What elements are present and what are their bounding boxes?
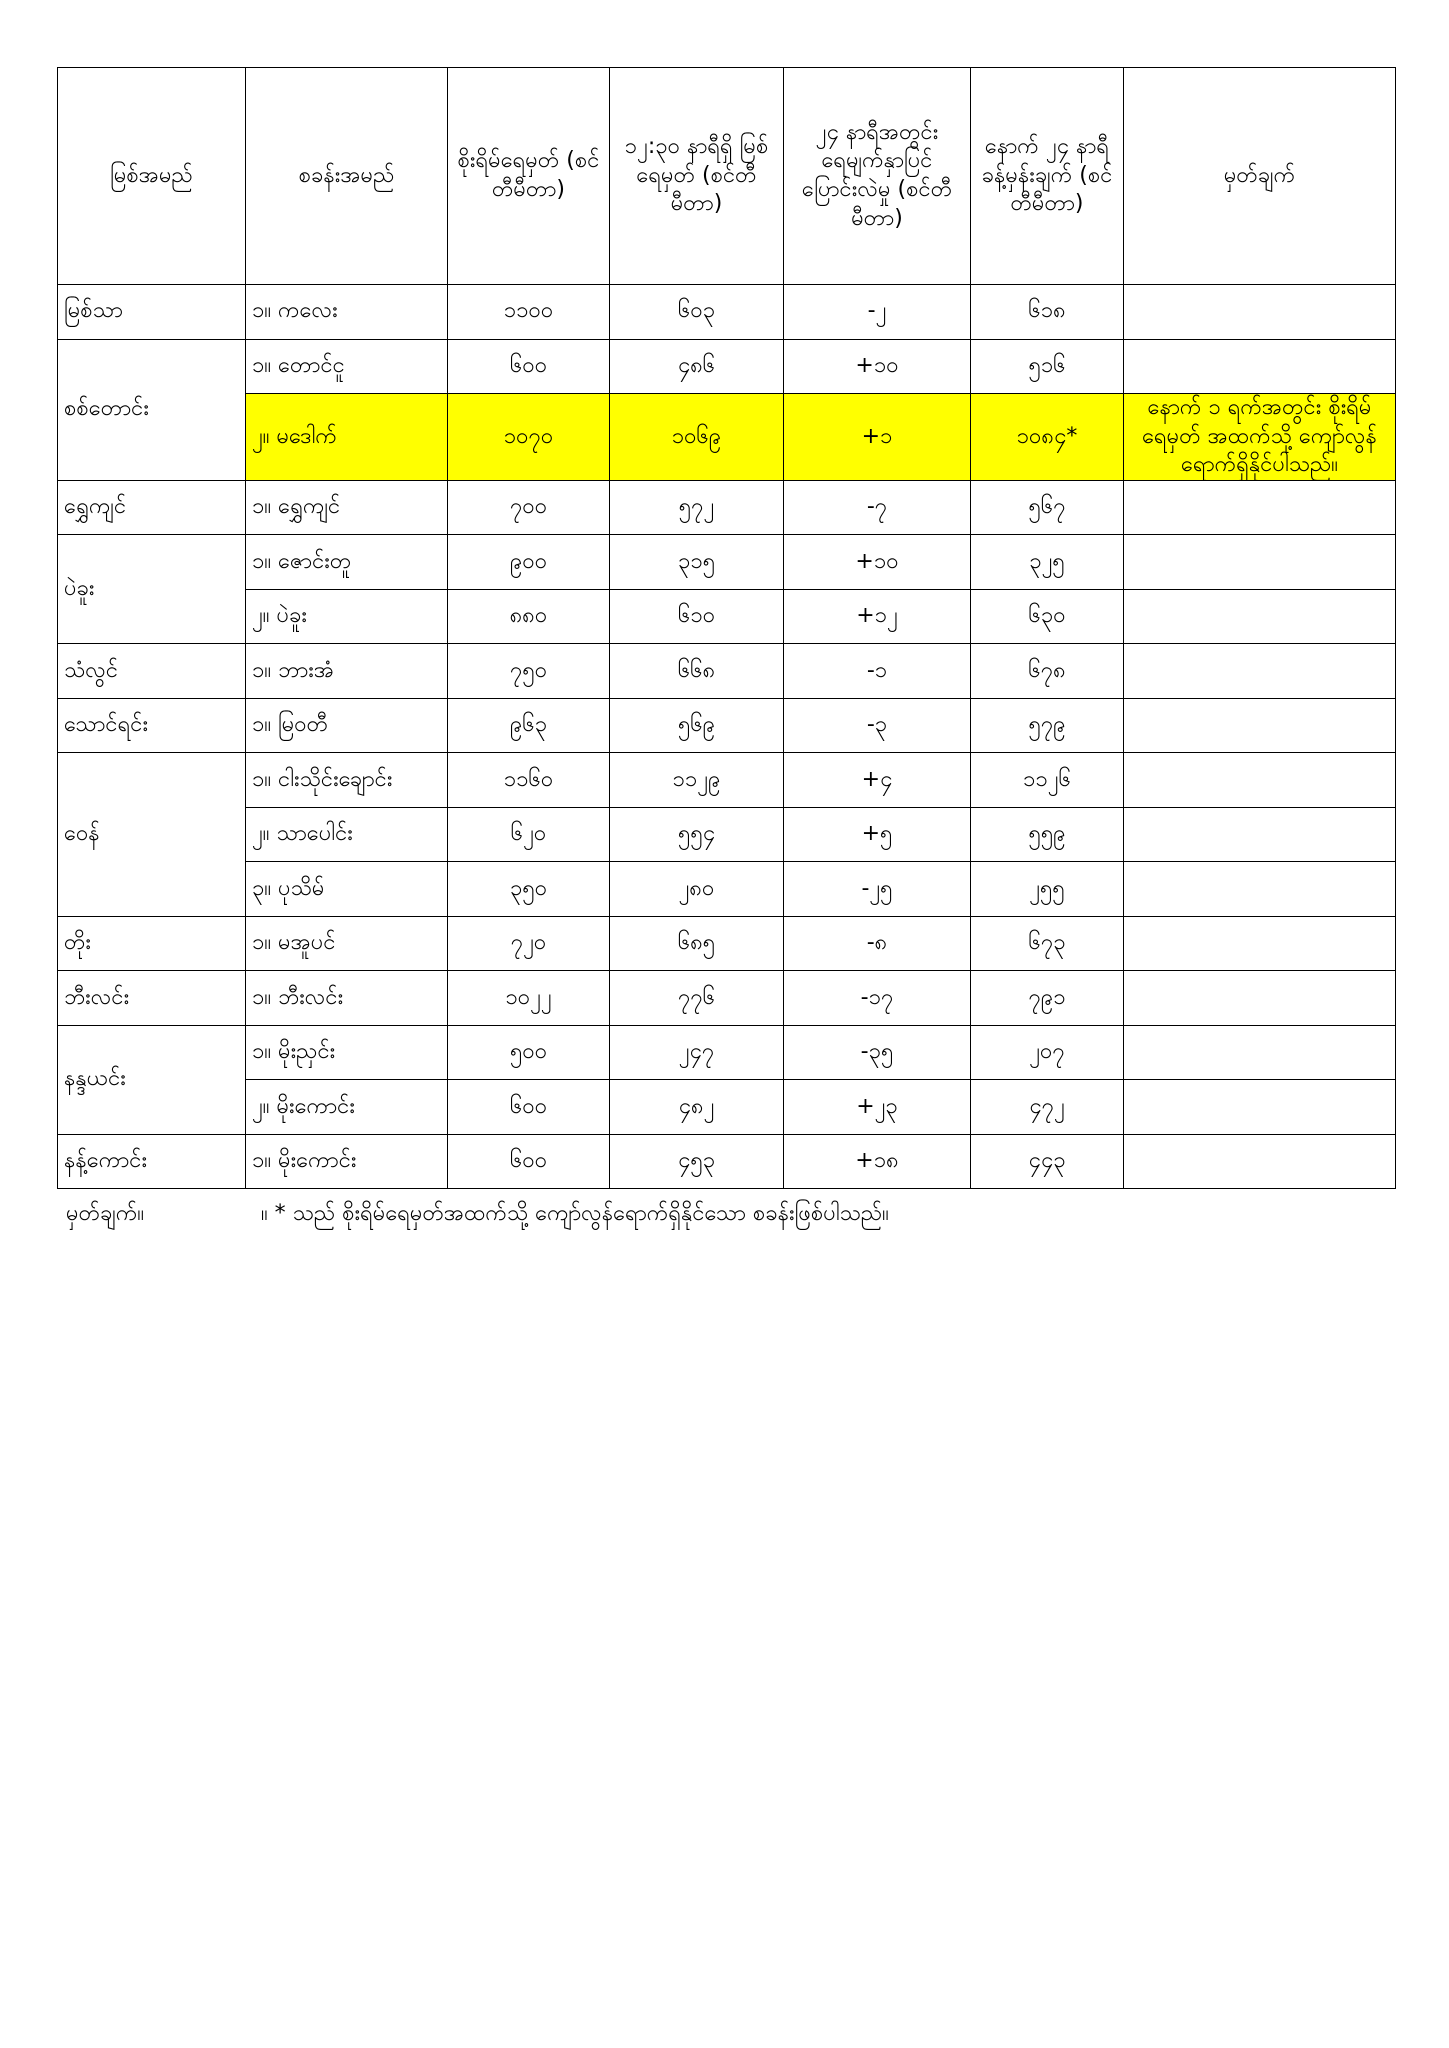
station-name: ၂။ မိုးကောင်း xyxy=(246,1080,448,1135)
danger-level: ၈၈၀ xyxy=(448,589,610,644)
river-name: သောင်ရင်း xyxy=(58,698,246,753)
level-change: -၂၅ xyxy=(784,862,971,917)
level-change: +၄ xyxy=(784,753,971,808)
table-row xyxy=(58,698,1396,753)
table-row xyxy=(58,862,1396,917)
table-row xyxy=(58,589,1396,644)
current-level: ၆၈၅ xyxy=(610,916,784,971)
remark-cell xyxy=(1124,644,1396,699)
danger-level: ၅၀၀ xyxy=(448,1025,610,1080)
river-name: စစ်တောင်း xyxy=(58,339,246,480)
level-change: +၁၀ xyxy=(784,339,971,394)
table-row xyxy=(58,753,1396,808)
danger-level: ၆၀၀ xyxy=(448,339,610,394)
current-level: ၆၁၀ xyxy=(610,589,784,644)
current-level: ၄၅၃ xyxy=(610,1134,784,1189)
station-name: ၁။ မြဝတီ xyxy=(246,698,448,753)
forecast-level: ၃၂၅ xyxy=(971,535,1124,590)
danger-level: ၁၁၆၀ xyxy=(448,753,610,808)
table-row xyxy=(58,1134,1396,1189)
current-level: ၄၈၂ xyxy=(610,1080,784,1135)
danger-level: ၇၅၀ xyxy=(448,644,610,699)
current-level: ၅၆၉ xyxy=(610,698,784,753)
danger-level: ၁၀၇၀ xyxy=(448,394,610,481)
header-24h-change: ၂၄ နာရီအတွင်း ရေမျက်နှာပြင် ပြောင်းလဲမှု (စင်တီမီတာ) xyxy=(784,68,971,285)
table-row xyxy=(58,285,1396,340)
station-name: ၁။ ရွှေကျင် xyxy=(246,480,448,535)
remark-cell xyxy=(1124,807,1396,862)
level-change: -၁ xyxy=(784,644,971,699)
header-current-level: ၁၂:၃၀ နာရီရှိ မြစ်ရေမှတ် (စင်တီမီတာ) xyxy=(610,68,784,285)
remark-cell xyxy=(1124,1025,1396,1080)
remark-cell: နောက် ၁ ရက်အတွင်း စိုးရိမ်ရေမှတ် အထက်သို့ ကျော်လွန်ရောက်ရှိနိုင်ပါသည်။ xyxy=(1124,394,1396,481)
station-name: ၂။ သာပေါင်း xyxy=(246,807,448,862)
station-name: ၃။ ပုသိမ် xyxy=(246,862,448,917)
footnote-label: မှတ်ချက်။ xyxy=(66,1201,145,1226)
forecast-level: ၆၇၈ xyxy=(971,644,1124,699)
level-change: -၇ xyxy=(784,480,971,535)
level-change: -၈ xyxy=(784,916,971,971)
danger-level: ၇၂၀ xyxy=(448,916,610,971)
danger-level: ၁၁၀၀ xyxy=(448,285,610,340)
forecast-level: ၆၁၈ xyxy=(971,285,1124,340)
river-name: နန္ဒယင်း xyxy=(58,1025,246,1134)
level-change: +၅ xyxy=(784,807,971,862)
current-level: ၇၇၆ xyxy=(610,971,784,1026)
table-row xyxy=(58,535,1396,590)
table-row-highlighted xyxy=(58,394,1396,481)
river-name: တိုး xyxy=(58,916,246,971)
header-station: စခန်းအမည် xyxy=(246,68,448,285)
level-change: -၃၅ xyxy=(784,1025,971,1080)
level-change: -၃ xyxy=(784,698,971,753)
table-row xyxy=(58,644,1396,699)
station-name: ၁။ ဇောင်းတူ xyxy=(246,535,448,590)
remark-cell xyxy=(1124,480,1396,535)
table-row xyxy=(58,1025,1396,1080)
station-name: ၁။ ဘားအံ xyxy=(246,644,448,699)
danger-level: ၁၀၂၂ xyxy=(448,971,610,1026)
station-name: ၁။ မိုးညှင်း xyxy=(246,1025,448,1080)
level-change: -၂ xyxy=(784,285,971,340)
river-name: ပဲခူး xyxy=(58,535,246,644)
table-row xyxy=(58,807,1396,862)
forecast-level: ၂၀၇ xyxy=(971,1025,1124,1080)
current-level: ၅၅၄ xyxy=(610,807,784,862)
current-level: ၁၁၂၉ xyxy=(610,753,784,808)
forecast-level: ၅၁၆ xyxy=(971,339,1124,394)
header-danger-level: စိုးရိမ်ရေမှတ် (စင်တီမီတာ) xyxy=(448,68,610,285)
remark-cell xyxy=(1124,589,1396,644)
remark-cell xyxy=(1124,339,1396,394)
station-name: ၁။ တောင်ငူ xyxy=(246,339,448,394)
remark-cell xyxy=(1124,916,1396,971)
river-name: သံလွင် xyxy=(58,644,246,699)
footnote-text: ။ * သည် စိုးရိမ်ရေမှတ်အထက်သို့ ကျော်လွန်ရောက်ရှိနိုင်သော စခန်းဖြစ်ပါသည်။ xyxy=(261,1201,889,1226)
river-name: ရွှေကျင် xyxy=(58,480,246,535)
forecast-level: ၆၇၃ xyxy=(971,916,1124,971)
forecast-level: ၆၃၀ xyxy=(971,589,1124,644)
station-name: ၁။ မိုးကောင်း xyxy=(246,1134,448,1189)
current-level: ၄၈၆ xyxy=(610,339,784,394)
station-name: ၁။ ဘီးလင်း xyxy=(246,971,448,1026)
forecast-level: ၄၄၃ xyxy=(971,1134,1124,1189)
danger-level: ၃၅၀ xyxy=(448,862,610,917)
level-change: +၁၀ xyxy=(784,535,971,590)
level-change: +၂၃ xyxy=(784,1080,971,1135)
station-name: ၁။ ငါးသိုင်းချောင်း xyxy=(246,753,448,808)
remark-cell xyxy=(1124,971,1396,1026)
remark-cell xyxy=(1124,753,1396,808)
danger-level: ၉၆၃ xyxy=(448,698,610,753)
remark-cell xyxy=(1124,698,1396,753)
forecast-level: ၂၅၅ xyxy=(971,862,1124,917)
table-row xyxy=(58,1080,1396,1135)
table-row xyxy=(58,916,1396,971)
station-name: ၂။ မဒေါက် xyxy=(246,394,448,481)
level-change: +၁ xyxy=(784,394,971,481)
current-level: ၂၄၇ xyxy=(610,1025,784,1080)
forecast-level: ၅၇၉ xyxy=(971,698,1124,753)
level-change: +၁၂ xyxy=(784,589,971,644)
station-name: ၁။ မအူပင် xyxy=(246,916,448,971)
table-row xyxy=(58,339,1396,394)
current-level: ၁၀၆၉ xyxy=(610,394,784,481)
forecast-level: ၅၆၇ xyxy=(971,480,1124,535)
table-row xyxy=(58,971,1396,1026)
forecast-level: ၁၀၈၄* xyxy=(971,394,1124,481)
remark-cell xyxy=(1124,1134,1396,1189)
header-remark: မှတ်ချက် xyxy=(1124,68,1396,285)
level-change: +၁၈ xyxy=(784,1134,971,1189)
danger-level: ၆၂၀ xyxy=(448,807,610,862)
station-name: ၂။ ပဲခူး xyxy=(246,589,448,644)
header-river: မြစ်အမည် xyxy=(58,68,246,285)
current-level: ၅၇၂ xyxy=(610,480,784,535)
forecast-level: ၄၇၂ xyxy=(971,1080,1124,1135)
forecast-level: ၅၅၉ xyxy=(971,807,1124,862)
danger-level: ၉၀၀ xyxy=(448,535,610,590)
current-level: ၃၁၅ xyxy=(610,535,784,590)
danger-level: ၆၀၀ xyxy=(448,1134,610,1189)
header-forecast: နောက် ၂၄ နာရီ ခန့်မှန်းချက် (စင်တီမီတာ) xyxy=(971,68,1124,285)
danger-level: ၆၀၀ xyxy=(448,1080,610,1135)
current-level: ၆၀၃ xyxy=(610,285,784,340)
river-name: ဝေန် xyxy=(58,753,246,917)
remark-cell xyxy=(1124,1080,1396,1135)
current-level: ၂၈၀ xyxy=(610,862,784,917)
level-change: -၁၇ xyxy=(784,971,971,1026)
river-name: ဘီးလင်း xyxy=(58,971,246,1026)
remark-cell xyxy=(1124,862,1396,917)
forecast-level: ၇၉၁ xyxy=(971,971,1124,1026)
footnote xyxy=(66,1198,889,1231)
river-name: မြစ်သာ xyxy=(58,285,246,340)
river-level-table xyxy=(57,67,1396,1189)
current-level: ၆၆၈ xyxy=(610,644,784,699)
river-name: နန့်ကောင်း xyxy=(58,1134,246,1189)
forecast-level: ၁၁၂၆ xyxy=(971,753,1124,808)
table-header-row xyxy=(58,68,1396,285)
danger-level: ၇၀၀ xyxy=(448,480,610,535)
station-name: ၁။ ကလေး xyxy=(246,285,448,340)
remark-cell xyxy=(1124,535,1396,590)
remark-cell xyxy=(1124,285,1396,340)
table-row xyxy=(58,480,1396,535)
